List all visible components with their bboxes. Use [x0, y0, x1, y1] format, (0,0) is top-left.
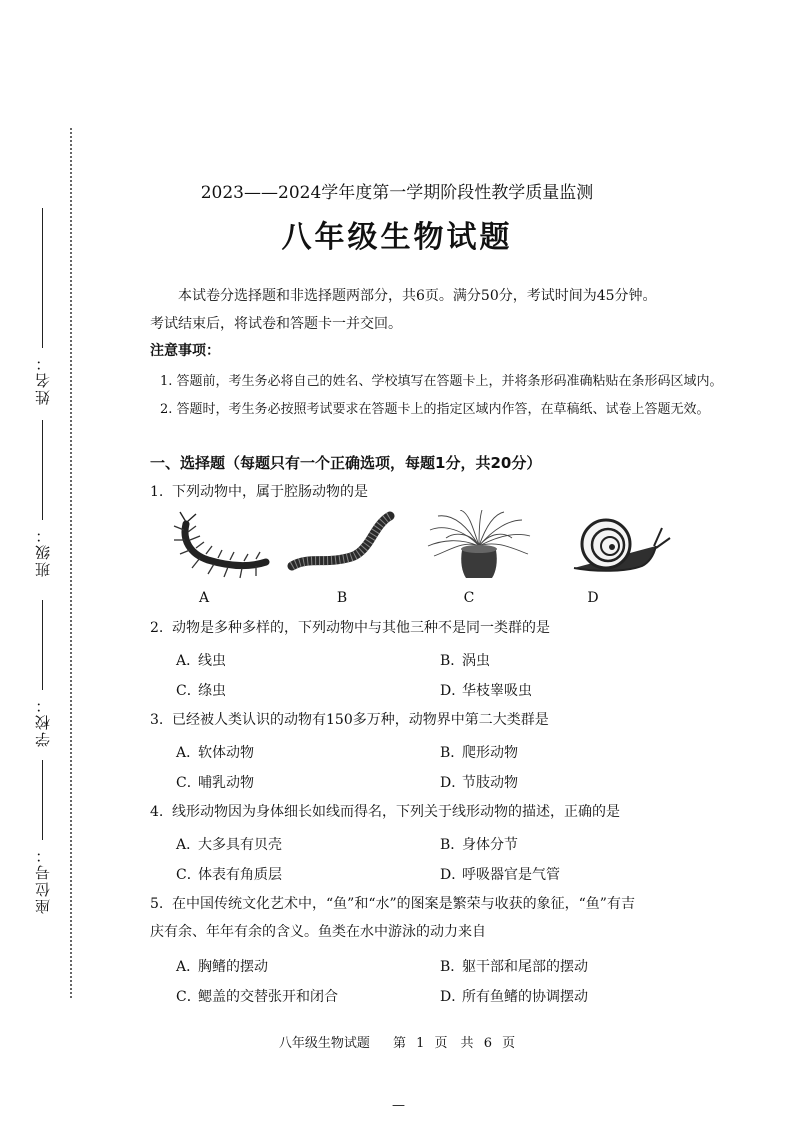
q4-option-d: D．呼吸器官是气管: [440, 867, 560, 883]
question-5-line-1: [150, 890, 720, 918]
exam-intro: [150, 282, 710, 338]
page-footer: 八年级生物试题 第 1 页 共 6 页: [278, 1036, 516, 1051]
question-text: 动物是多种多样的，下列动物中与其他三种不是同一类群的是: [172, 620, 550, 636]
q2-option-a: A．线虫: [176, 653, 226, 669]
q3-option-a: A．软体动物: [176, 745, 254, 761]
q3-option-c: C．哺乳动物: [176, 775, 254, 791]
section-title-choice: 一、选择题（每题只有一个正确选项，每题1分，共20分）: [150, 454, 542, 472]
q3-option-d: D．节肢动物: [440, 775, 518, 791]
side-label-class: 班级：: [33, 526, 52, 577]
question-text: 线形动物因为身体细长如线而得名，下列关于线形动物的描述，正确的是: [172, 804, 620, 820]
q5-option-d: D．所有鱼鳍的协调摆动: [440, 989, 588, 1005]
sea-anemone-icon: [424, 510, 534, 580]
q5-option-c: C．鳃盖的交替张开和闭合: [176, 989, 338, 1005]
question-5-stem: [150, 890, 720, 946]
earthworm-icon: [286, 510, 396, 580]
note-item-2: 2. 答题时，考生务必按照考试要求在答题卡上的指定区域内作答，在草稿纸、试卷上答题无效。: [160, 402, 710, 417]
question-1-stem: [150, 478, 720, 506]
note-item-1: 1. 答题前，考生务必将自己的姓名、学校填写在答题卡上，并将条形码准确粘贴在条形码区域内。: [160, 374, 723, 389]
question-number: 4.: [150, 804, 164, 820]
question-text: 在中国传统文化艺术中，“鱼”和“水”的图案是繁荣与收获的象征，“鱼”有吉: [172, 896, 635, 912]
figure-label-d: D: [587, 590, 599, 606]
q2-option-b: B．涡虫: [440, 653, 490, 669]
question-4-stem: [150, 798, 720, 826]
question-text: 下列动物中，属于腔肠动物的是: [172, 484, 368, 500]
notes-heading: 注意事项：: [150, 343, 220, 359]
side-label-seat: 座位号：: [33, 846, 52, 914]
question-number: 5.: [150, 896, 164, 912]
q3-option-b: B．爬形动物: [440, 745, 518, 761]
question-number: 1.: [150, 484, 164, 500]
question-2-stem: [150, 614, 720, 642]
question-3-stem: [150, 706, 720, 734]
figure-label-a: A: [198, 590, 210, 606]
q5-option-b: B．躯干部和尾部的摆动: [440, 959, 588, 975]
q5-option-a: A．胸鳍的摆动: [176, 959, 268, 975]
side-field-seat: [22, 760, 62, 914]
q2-option-d: D．华枝睾吸虫: [440, 683, 532, 699]
class-blank-line: [42, 420, 43, 520]
q4-option-a: A．大多具有贝壳: [176, 837, 282, 853]
binding-dotted-line: [70, 128, 72, 998]
exam-subtitle: 2023——2024学年度第一学期阶段性教学质量监测: [200, 183, 594, 203]
question-text: 已经被人类认识的动物有150多万种，动物界中第二大类群是: [172, 712, 549, 728]
question-number: 2.: [150, 620, 164, 636]
side-label-school: 学校：: [33, 696, 52, 747]
intro-line-2: 考试结束后，将试卷和答题卡一并交回。: [150, 316, 402, 332]
side-label-name: 姓名：: [33, 354, 52, 405]
question-number: 3.: [150, 712, 164, 728]
intro-line-1: 本试卷分选择题和非选择题两部分，共6页。满分50分，考试时间为45分钟。: [178, 288, 657, 304]
seat-blank-line: [42, 760, 43, 840]
q2-option-c: C．绦虫: [176, 683, 226, 699]
exam-title: 八年级生物试题: [281, 220, 513, 255]
side-field-school: [22, 600, 62, 747]
centipede-icon: [168, 510, 278, 580]
q4-option-c: C．体表有角质层: [176, 867, 282, 883]
figure-label-c: C: [463, 590, 475, 606]
q4-option-b: B．身体分节: [440, 837, 518, 853]
figure-label-b: B: [336, 590, 348, 606]
school-blank-line: [42, 600, 43, 690]
question-5-line-2: 庆有余、年年有余的含义。鱼类在水中游泳的动力来自: [150, 924, 486, 940]
side-field-class: [22, 420, 62, 577]
snail-icon: [566, 510, 676, 580]
bottom-mark: —: [392, 1098, 405, 1113]
